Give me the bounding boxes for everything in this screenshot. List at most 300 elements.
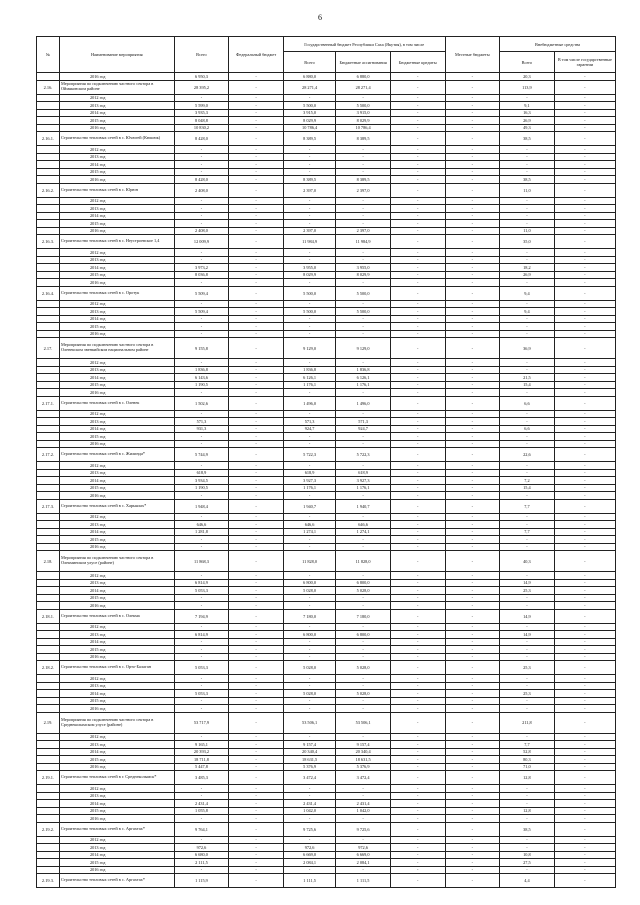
cell-name: 2015 год bbox=[59, 381, 174, 389]
cell-st: 6 800,0 bbox=[283, 579, 335, 587]
cell-st: - bbox=[283, 594, 335, 602]
cell-fed: - bbox=[229, 661, 284, 675]
cell-sl: - bbox=[390, 646, 445, 654]
cell-name: 2015 год bbox=[59, 646, 174, 654]
cell-sa: 20 340,4 bbox=[336, 748, 391, 756]
cell-total: 1 836,8 bbox=[174, 366, 229, 374]
cell-sa: 53 506,1 bbox=[336, 712, 391, 733]
cell-sl: - bbox=[390, 73, 445, 81]
cell-st: 2 397,0 bbox=[283, 227, 335, 235]
cell-no bbox=[37, 153, 60, 161]
cell-total: 11 868,3 bbox=[174, 551, 229, 572]
cell-loc: - bbox=[445, 469, 500, 477]
cell-name: 2013 год bbox=[59, 469, 174, 477]
cell-sl: - bbox=[390, 859, 445, 867]
cell-st: 3 955,0 bbox=[283, 264, 335, 272]
cell-fed: - bbox=[229, 492, 284, 500]
cell-sl: - bbox=[390, 492, 445, 500]
cell-no bbox=[37, 763, 60, 771]
header-no: № bbox=[37, 37, 60, 73]
table-row-measure bbox=[37, 183, 616, 197]
table-row-year bbox=[37, 330, 616, 338]
cell-st: - bbox=[283, 675, 335, 683]
cell-total: - bbox=[174, 279, 229, 287]
cell-eg: - bbox=[554, 323, 615, 331]
cell-sl: - bbox=[390, 543, 445, 551]
cell-fed: - bbox=[229, 807, 284, 815]
cell-st: 3 927,3 bbox=[283, 477, 335, 485]
cell-name: 2016 год bbox=[59, 124, 174, 132]
cell-eg: - bbox=[554, 366, 615, 374]
header-state-alloc: Бюджетные ассигнования bbox=[336, 52, 391, 73]
cell-name: 2014 год bbox=[59, 374, 174, 382]
cell-total: 3 935,3 bbox=[174, 109, 229, 117]
cell-st: - bbox=[283, 146, 335, 154]
cell-sl: - bbox=[390, 682, 445, 690]
cell-total: 28 395,2 bbox=[174, 80, 229, 94]
cell-loc: - bbox=[445, 536, 500, 544]
cell-sa: - bbox=[336, 594, 391, 602]
cell-sa: - bbox=[336, 572, 391, 580]
cell-et: 11,0 bbox=[500, 227, 555, 235]
cell-name: 2015 год bbox=[59, 271, 174, 279]
cell-loc: - bbox=[445, 410, 500, 418]
cell-sl: - bbox=[390, 102, 445, 110]
cell-st: - bbox=[283, 866, 335, 874]
cell-st: 8 029,9 bbox=[283, 271, 335, 279]
cell-eg: - bbox=[554, 315, 615, 323]
cell-total: 1 281,8 bbox=[174, 528, 229, 536]
cell-eg: - bbox=[554, 528, 615, 536]
table-row-year bbox=[37, 271, 616, 279]
cell-loc: - bbox=[445, 418, 500, 426]
cell-sa: 3 915,0 bbox=[336, 109, 391, 117]
cell-fed: - bbox=[229, 499, 284, 513]
table-row-year bbox=[37, 374, 616, 382]
cell-loc: - bbox=[445, 94, 500, 102]
cell-sa: 1 836,8 bbox=[336, 366, 391, 374]
cell-sa: 6 126,1 bbox=[336, 374, 391, 382]
cell-name: Мероприятия по подключению частного сектора в Олекминском улусе (районе) bbox=[59, 551, 174, 572]
cell-st: - bbox=[283, 440, 335, 448]
table-row-year bbox=[37, 212, 616, 220]
cell-no bbox=[37, 815, 60, 823]
cell-sl: - bbox=[390, 536, 445, 544]
cell-no bbox=[37, 462, 60, 470]
cell-st: 11 984,9 bbox=[283, 235, 335, 249]
cell-fed: - bbox=[229, 792, 284, 800]
cell-eg: - bbox=[554, 631, 615, 639]
cell-total: 2 431,4 bbox=[174, 800, 229, 808]
cell-sa: - bbox=[336, 536, 391, 544]
cell-fed: - bbox=[229, 756, 284, 764]
cell-total: 18 711,8 bbox=[174, 756, 229, 764]
cell-sl: - bbox=[390, 594, 445, 602]
cell-name: 2014 год bbox=[59, 800, 174, 808]
cell-name: Строительство тепловых сетей в с. Оленек bbox=[59, 396, 174, 410]
cell-loc: - bbox=[445, 859, 500, 867]
cell-total: - bbox=[174, 572, 229, 580]
cell-eg: - bbox=[554, 168, 615, 176]
cell-et: 14,9 bbox=[500, 631, 555, 639]
cell-no bbox=[37, 492, 60, 500]
table-row-measure bbox=[37, 286, 616, 300]
cell-sl: - bbox=[390, 763, 445, 771]
cell-eg: - bbox=[554, 279, 615, 287]
cell-total: - bbox=[174, 315, 229, 323]
cell-name: 2012 год bbox=[59, 197, 174, 205]
cell-st: - bbox=[283, 536, 335, 544]
cell-sa: 924,7 bbox=[336, 425, 391, 433]
cell-total: - bbox=[174, 513, 229, 521]
table-row-measure bbox=[37, 235, 616, 249]
cell-fed: - bbox=[229, 609, 284, 623]
cell-fed: - bbox=[229, 73, 284, 81]
cell-fed: - bbox=[229, 748, 284, 756]
cell-loc: - bbox=[445, 587, 500, 595]
cell-eg: - bbox=[554, 338, 615, 359]
cell-sl: - bbox=[390, 836, 445, 844]
cell-total: 1 190,5 bbox=[174, 484, 229, 492]
cell-sl: - bbox=[390, 800, 445, 808]
cell-name: 2014 год bbox=[59, 748, 174, 756]
cell-st: 1 176,1 bbox=[283, 381, 335, 389]
cell-et: 80,3 bbox=[500, 756, 555, 764]
cell-loc: - bbox=[445, 433, 500, 441]
table-row-year bbox=[37, 763, 616, 771]
cell-sl: - bbox=[390, 712, 445, 733]
cell-sl: - bbox=[390, 690, 445, 698]
cell-sa: 1 111,5 bbox=[336, 874, 391, 888]
cell-sa: - bbox=[336, 653, 391, 661]
table-row-year bbox=[37, 153, 616, 161]
cell-sl: - bbox=[390, 484, 445, 492]
cell-name: 2012 год bbox=[59, 572, 174, 580]
cell-loc: - bbox=[445, 594, 500, 602]
cell-st: 9 129,0 bbox=[283, 338, 335, 359]
cell-et: 6,6 bbox=[500, 425, 555, 433]
table-header bbox=[37, 37, 616, 73]
cell-st: - bbox=[283, 323, 335, 331]
cell-fed: - bbox=[229, 418, 284, 426]
cell-eg: - bbox=[554, 448, 615, 462]
cell-total: 9 764,1 bbox=[174, 822, 229, 836]
funding-table bbox=[36, 36, 616, 888]
cell-sa: 9 725,6 bbox=[336, 822, 391, 836]
cell-no bbox=[37, 117, 60, 125]
cell-sl: - bbox=[390, 587, 445, 595]
cell-loc: - bbox=[445, 359, 500, 367]
cell-eg: - bbox=[554, 690, 615, 698]
cell-eg: - bbox=[554, 866, 615, 874]
cell-loc: - bbox=[445, 851, 500, 859]
cell-total: - bbox=[174, 440, 229, 448]
cell-name: 2014 год bbox=[59, 109, 174, 117]
cell-fed: - bbox=[229, 763, 284, 771]
cell-eg: - bbox=[554, 124, 615, 132]
cell-loc: - bbox=[445, 448, 500, 462]
cell-eg: - bbox=[554, 183, 615, 197]
cell-et: - bbox=[500, 705, 555, 713]
cell-eg: - bbox=[554, 807, 615, 815]
cell-no bbox=[37, 697, 60, 705]
cell-fed: - bbox=[229, 572, 284, 580]
cell-fed: - bbox=[229, 249, 284, 257]
cell-total: 5 053,3 bbox=[174, 690, 229, 698]
table-row-year bbox=[37, 602, 616, 610]
cell-st: - bbox=[283, 623, 335, 631]
table-row-year bbox=[37, 690, 616, 698]
cell-loc: - bbox=[445, 602, 500, 610]
cell-st: 646,6 bbox=[283, 521, 335, 529]
cell-name: 2014 год bbox=[59, 477, 174, 485]
cell-name: 2012 год bbox=[59, 733, 174, 741]
table-row-year bbox=[37, 572, 616, 580]
cell-no bbox=[37, 323, 60, 331]
cell-eg: - bbox=[554, 249, 615, 257]
table-row-year bbox=[37, 477, 616, 485]
cell-fed: - bbox=[229, 448, 284, 462]
cell-sl: - bbox=[390, 366, 445, 374]
cell-fed: - bbox=[229, 183, 284, 197]
cell-sa: 5 028,0 bbox=[336, 690, 391, 698]
cell-fed: - bbox=[229, 396, 284, 410]
cell-sl: - bbox=[390, 579, 445, 587]
cell-sl: - bbox=[390, 572, 445, 580]
cell-name: Строительство тепловых сетей в с. Жилинда* bbox=[59, 448, 174, 462]
cell-sl: - bbox=[390, 212, 445, 220]
cell-sa: - bbox=[336, 300, 391, 308]
cell-st: 571,3 bbox=[283, 418, 335, 426]
cell-eg: - bbox=[554, 132, 615, 146]
cell-fed: - bbox=[229, 220, 284, 228]
cell-sl: - bbox=[390, 528, 445, 536]
cell-eg: - bbox=[554, 543, 615, 551]
cell-no bbox=[37, 102, 60, 110]
cell-sl: - bbox=[390, 330, 445, 338]
cell-sa: 9 157,4 bbox=[336, 741, 391, 749]
cell-eg: - bbox=[554, 102, 615, 110]
cell-st: - bbox=[283, 315, 335, 323]
cell-name: 2016 год bbox=[59, 653, 174, 661]
cell-no bbox=[37, 859, 60, 867]
cell-fed: - bbox=[229, 771, 284, 785]
cell-sa: - bbox=[336, 433, 391, 441]
cell-total: 1 115,9 bbox=[174, 874, 229, 888]
cell-loc: - bbox=[445, 374, 500, 382]
cell-eg: - bbox=[554, 536, 615, 544]
cell-et: - bbox=[500, 366, 555, 374]
cell-name: 2016 год bbox=[59, 866, 174, 874]
cell-name: 2015 год bbox=[59, 117, 174, 125]
table-row-year bbox=[37, 705, 616, 713]
cell-sa: - bbox=[336, 256, 391, 264]
cell-total: - bbox=[174, 543, 229, 551]
cell-no bbox=[37, 94, 60, 102]
cell-sa: 8 029,9 bbox=[336, 271, 391, 279]
cell-eg: - bbox=[554, 675, 615, 683]
cell-no bbox=[37, 623, 60, 631]
table-row-year bbox=[37, 733, 616, 741]
cell-no: 2.19.3. bbox=[37, 874, 60, 888]
cell-loc: - bbox=[445, 697, 500, 705]
cell-no bbox=[37, 205, 60, 213]
cell-name: 2016 год bbox=[59, 73, 174, 81]
cell-et: - bbox=[500, 359, 555, 367]
cell-eg: - bbox=[554, 859, 615, 867]
cell-fed: - bbox=[229, 205, 284, 213]
cell-et: - bbox=[500, 418, 555, 426]
cell-total: 6 143,6 bbox=[174, 374, 229, 382]
cell-total: - bbox=[174, 168, 229, 176]
cell-et: 12,8 bbox=[500, 771, 555, 785]
cell-name: 2016 год bbox=[59, 176, 174, 184]
cell-loc: - bbox=[445, 763, 500, 771]
cell-et: - bbox=[500, 410, 555, 418]
cell-sl: - bbox=[390, 286, 445, 300]
cell-sl: - bbox=[390, 609, 445, 623]
header-state-budget: Государственный бюджет Республики Саха (Якутия), в том числе bbox=[283, 37, 445, 52]
cell-total: - bbox=[174, 536, 229, 544]
cell-st: 8 029,9 bbox=[283, 117, 335, 125]
cell-et: - bbox=[500, 623, 555, 631]
cell-st: 1 836,8 bbox=[283, 366, 335, 374]
cell-no bbox=[37, 469, 60, 477]
cell-sa: 1 042,0 bbox=[336, 807, 391, 815]
cell-no bbox=[37, 168, 60, 176]
cell-name: 2015 год bbox=[59, 807, 174, 815]
cell-name: 2016 год bbox=[59, 492, 174, 500]
cell-fed: - bbox=[229, 697, 284, 705]
table-row-year bbox=[37, 220, 616, 228]
cell-st: 9 157,4 bbox=[283, 741, 335, 749]
cell-name: 2013 год bbox=[59, 153, 174, 161]
cell-name: 2016 год bbox=[59, 815, 174, 823]
cell-sa: 1 176,1 bbox=[336, 381, 391, 389]
cell-total: - bbox=[174, 330, 229, 338]
table-row-measure bbox=[37, 822, 616, 836]
cell-total: - bbox=[174, 359, 229, 367]
cell-st: 6 880,0 bbox=[283, 73, 335, 81]
cell-name: 2014 год bbox=[59, 212, 174, 220]
cell-loc: - bbox=[445, 212, 500, 220]
cell-et: - bbox=[500, 249, 555, 257]
cell-eg: - bbox=[554, 836, 615, 844]
table-row-year bbox=[37, 543, 616, 551]
table-row-year bbox=[37, 366, 616, 374]
table-row-year bbox=[37, 176, 616, 184]
cell-total: 3 973,2 bbox=[174, 264, 229, 272]
cell-fed: - bbox=[229, 359, 284, 367]
cell-eg: - bbox=[554, 800, 615, 808]
cell-sa: 2 397,0 bbox=[336, 183, 391, 197]
table-row-year bbox=[37, 587, 616, 595]
cell-et: - bbox=[500, 675, 555, 683]
cell-loc: - bbox=[445, 197, 500, 205]
cell-no bbox=[37, 381, 60, 389]
cell-total: 6 814,9 bbox=[174, 631, 229, 639]
cell-no: 2.18. bbox=[37, 551, 60, 572]
cell-name: 2014 год bbox=[59, 851, 174, 859]
cell-loc: - bbox=[445, 844, 500, 852]
cell-total: - bbox=[174, 462, 229, 470]
cell-total: - bbox=[174, 675, 229, 683]
cell-et: 26,9 bbox=[500, 117, 555, 125]
cell-sl: - bbox=[390, 602, 445, 610]
cell-name: 2015 год bbox=[59, 859, 174, 867]
cell-eg: - bbox=[554, 682, 615, 690]
cell-fed: - bbox=[229, 308, 284, 316]
cell-eg: - bbox=[554, 785, 615, 793]
cell-st: - bbox=[283, 220, 335, 228]
cell-total: - bbox=[174, 197, 229, 205]
cell-et: - bbox=[500, 161, 555, 169]
cell-no: 2.17.3. bbox=[37, 499, 60, 513]
cell-eg: - bbox=[554, 844, 615, 852]
cell-sa: - bbox=[336, 705, 391, 713]
cell-no bbox=[37, 433, 60, 441]
cell-sa: 8 389,5 bbox=[336, 176, 391, 184]
cell-no bbox=[37, 844, 60, 852]
cell-total: 8 048,8 bbox=[174, 117, 229, 125]
cell-total: 2 408,0 bbox=[174, 227, 229, 235]
cell-sa: - bbox=[336, 646, 391, 654]
cell-sl: - bbox=[390, 168, 445, 176]
cell-loc: - bbox=[445, 176, 500, 184]
cell-total: - bbox=[174, 205, 229, 213]
cell-eg: - bbox=[554, 418, 615, 426]
cell-et: 49,3 bbox=[500, 124, 555, 132]
cell-total: 53 717,9 bbox=[174, 712, 229, 733]
table-row-year bbox=[37, 205, 616, 213]
cell-total: 8 428,0 bbox=[174, 176, 229, 184]
cell-loc: - bbox=[445, 161, 500, 169]
cell-total: - bbox=[174, 785, 229, 793]
cell-eg: - bbox=[554, 374, 615, 382]
cell-et: - bbox=[500, 462, 555, 470]
cell-loc: - bbox=[445, 153, 500, 161]
cell-fed: - bbox=[229, 323, 284, 331]
cell-fed: - bbox=[229, 286, 284, 300]
cell-st: 8 389,5 bbox=[283, 132, 335, 146]
cell-total: 3 485,3 bbox=[174, 771, 229, 785]
cell-eg: - bbox=[554, 381, 615, 389]
cell-st: 28 271,4 bbox=[283, 80, 335, 94]
cell-et: - bbox=[500, 300, 555, 308]
cell-total: - bbox=[174, 300, 229, 308]
cell-no bbox=[37, 73, 60, 81]
cell-st: - bbox=[283, 602, 335, 610]
cell-sa: 8 029,9 bbox=[336, 117, 391, 125]
cell-sl: - bbox=[390, 323, 445, 331]
cell-fed: - bbox=[229, 594, 284, 602]
cell-sl: - bbox=[390, 697, 445, 705]
cell-no bbox=[37, 851, 60, 859]
cell-sl: - bbox=[390, 205, 445, 213]
cell-total: 12 009,9 bbox=[174, 235, 229, 249]
cell-total: - bbox=[174, 220, 229, 228]
cell-sa: 3 927,3 bbox=[336, 477, 391, 485]
cell-name: 2012 год bbox=[59, 146, 174, 154]
cell-name: 2016 год bbox=[59, 543, 174, 551]
cell-fed: - bbox=[229, 836, 284, 844]
table-row-year bbox=[37, 521, 616, 529]
cell-st: - bbox=[283, 653, 335, 661]
cell-et: 9,4 bbox=[500, 286, 555, 300]
cell-st: 18 631,5 bbox=[283, 756, 335, 764]
table-row-year bbox=[37, 851, 616, 859]
cell-no: 2.17. bbox=[37, 338, 60, 359]
